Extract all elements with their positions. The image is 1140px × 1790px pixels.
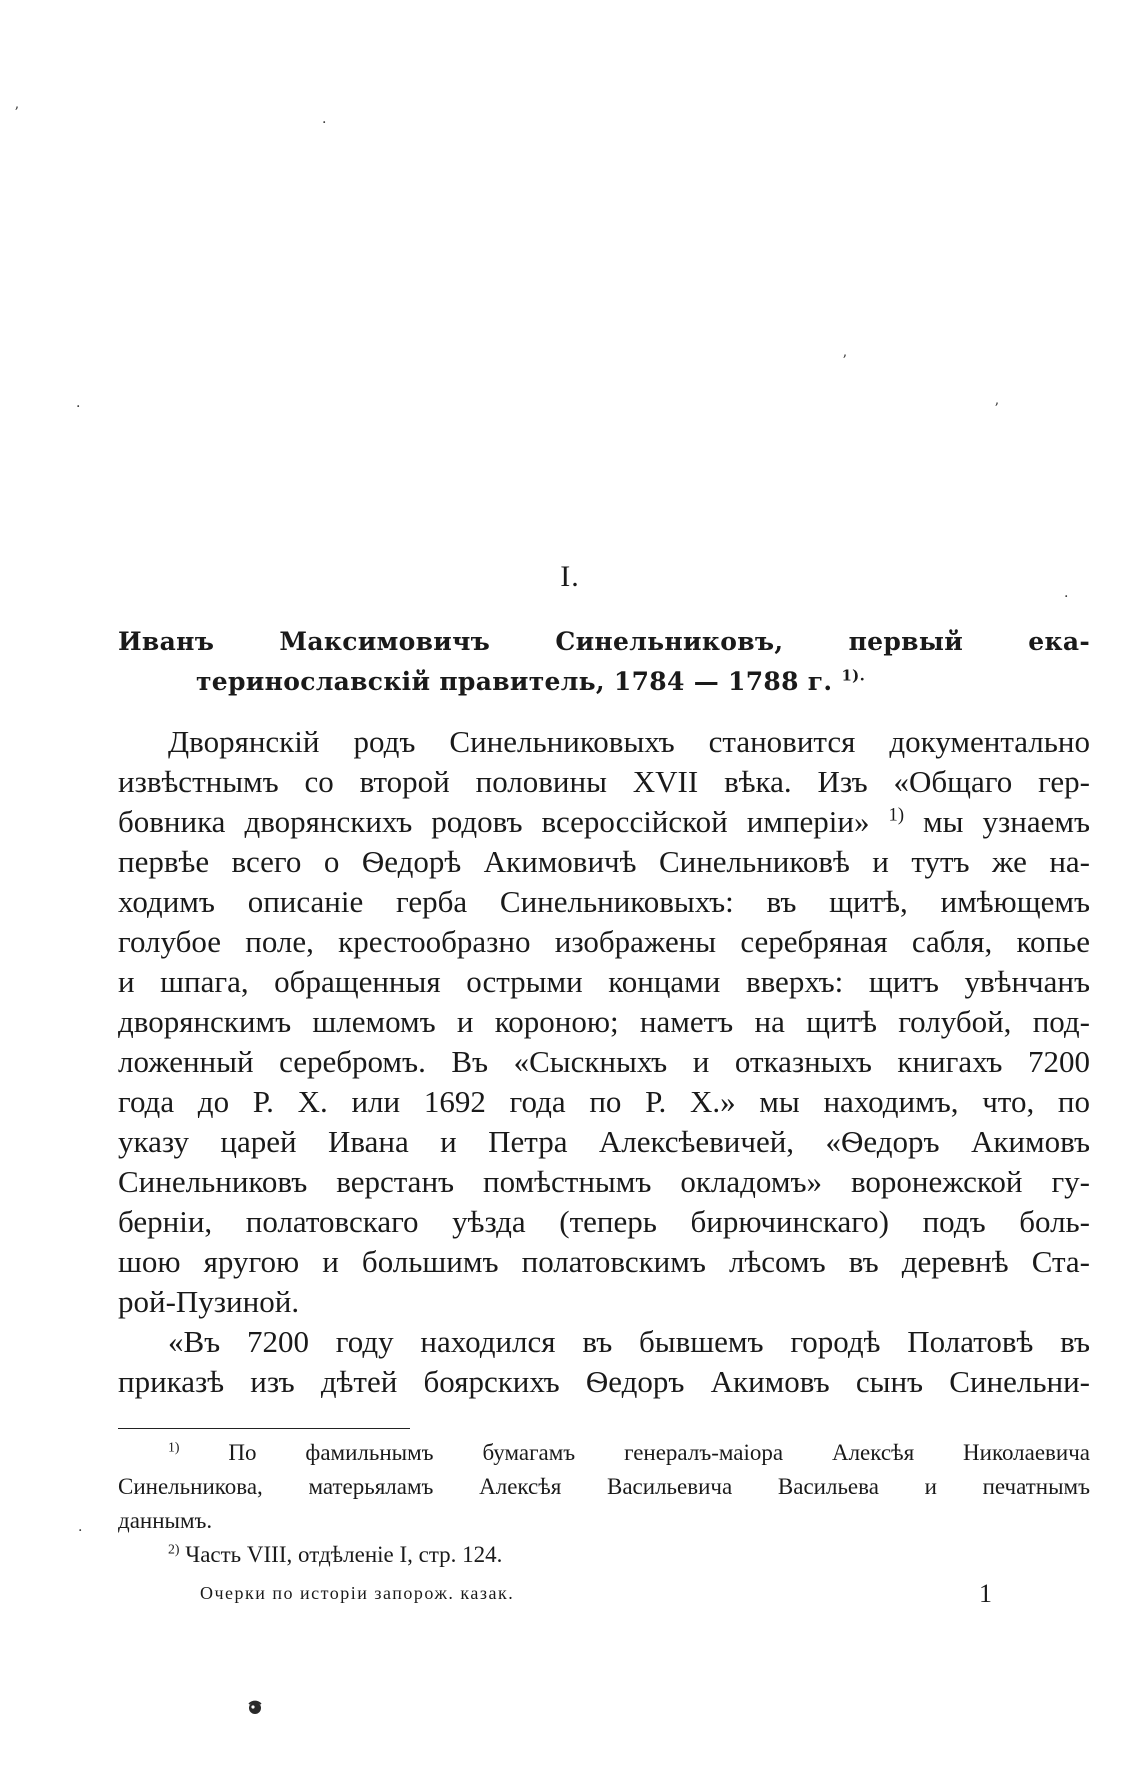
body-footnote-ref[interactable]: 1) — [888, 804, 905, 826]
scan-speck: · — [322, 115, 327, 131]
body-line: Синельниковъ верстанъ помѣстнымъ окладомъ» воронежской гу- — [118, 1164, 1090, 1199]
ornament-icon — [246, 1698, 264, 1716]
body-line: рой-Пузиной. — [118, 1284, 300, 1319]
page-footer — [200, 1579, 1030, 1608]
footnote-2: $^{2)}$ Часть VIII, отдѣленіе I, стр. 124. — [168, 1541, 503, 1567]
footnote-divider — [118, 1428, 410, 1429]
body-line: берніи, полатовскаго уѣзда (теперь бирючинскаго) подъ боль- — [118, 1204, 1090, 1239]
body-line: приказѣ изъ дѣтей боярскихъ Ѳедоръ Акимовъ сынъ Синельни- — [118, 1364, 1090, 1399]
signature-mark: Очерки по исторіи запорож. казак. — [200, 1583, 515, 1603]
footnote-1-line-3: даннымъ. — [118, 1508, 213, 1533]
footnote-2-marker: 2) — [168, 1541, 180, 1557]
scan-speck: · — [78, 1523, 83, 1539]
body-line: шою яругою и большимъ полатовскимъ лѣсомъ въ деревнѣ Ста- — [118, 1244, 1090, 1279]
body-line: года до Р. Х. или 1692 года по Р. Х.» мы находимъ, что, по — [118, 1084, 1090, 1119]
body-text — [118, 722, 1090, 1402]
heading-footnote-ref[interactable]: 1). — [841, 666, 866, 685]
page-number: 1 — [979, 1579, 992, 1608]
heading-line-1: Иванъ Максимовичъ Синельниковъ, первый ека- — [118, 627, 1090, 656]
scan-speck: · — [76, 399, 81, 415]
body-line: извѣстнымъ со второй половины XVII вѣка. Изъ «Общаго гер- — [118, 764, 1090, 799]
body-line: первѣе всего о Ѳедорѣ Акимовичѣ Синельниковѣ и тутъ же на- — [118, 844, 1090, 879]
heading-line-2: теринославскій правитель, 1784 — 1788 г. $^{1).}$ — [196, 666, 866, 696]
footnotes — [118, 1436, 1090, 1572]
scan-speck: ʼ — [842, 353, 847, 369]
footnote-1-line-2: Синельникова, матерьяламъ Алексѣя Васильевича Васильева и печатнымъ — [118, 1474, 1090, 1499]
chapter-number: I. — [560, 560, 580, 593]
chapter-heading — [118, 622, 1090, 702]
body-line: и шпага, обращенныя острыми концами вверхъ: щитъ увѣнчанъ — [118, 964, 1090, 999]
footnote-1-marker: 1) — [168, 1439, 180, 1455]
body-line: голубое поле, крестообразно изображены серебряная сабля, копье — [118, 924, 1090, 959]
footnote-1-line-1: $^{1)}$ По фамильнымъ бумагамъ генералъ-маіора Алексѣя Николаевича — [168, 1439, 1090, 1465]
scan-speck: ʼ — [994, 401, 999, 417]
body-line: дворянскимъ шлемомъ и короною; наметъ на щитѣ голубой, под- — [118, 1004, 1090, 1039]
scan-speck: · — [1064, 589, 1069, 605]
body-line: указу царей Ивана и Петра Алексѣевичей, «Ѳедоръ Акимовъ — [118, 1124, 1090, 1159]
body-line: бовника дворянскихъ родовъ всероссійской имперіи» $^{1)}$ мы узнаемъ — [118, 804, 1091, 839]
body-line: ложенный серебромъ. Въ «Сыскныхъ и отказныхъ книгахъ 7200 — [118, 1044, 1090, 1079]
body-line: «Въ 7200 году находился въ бывшемъ городѣ Полатовѣ въ — [168, 1324, 1090, 1359]
body-line: ходимъ описаніе герба Синельниковыхъ: въ щитѣ, имѣющемъ — [118, 884, 1090, 919]
body-line: Дворянскій родъ Синельниковыхъ становится документально — [168, 724, 1090, 759]
scan-speck: ʼ — [14, 105, 19, 121]
